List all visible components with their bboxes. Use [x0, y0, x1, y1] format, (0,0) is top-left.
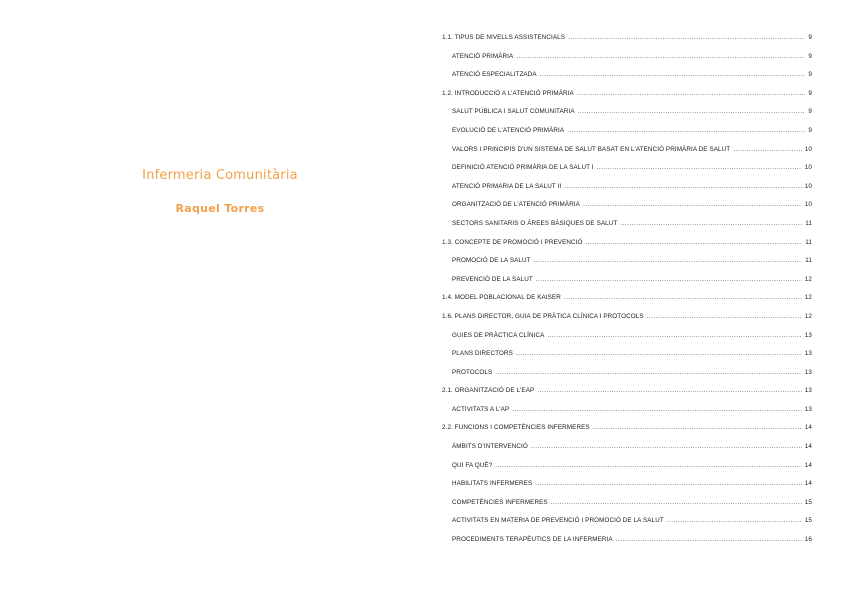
toc-entry-label: ACTIVITATS A L'AP: [452, 405, 510, 413]
toc-entry-page-number: 11: [805, 257, 812, 265]
toc-entry-page-number: 9: [808, 108, 812, 116]
toc-entry-page-number: 9: [808, 126, 812, 134]
toc-entry-label: ÀMBITS D'INTERVENCIÓ: [452, 443, 528, 451]
toc-entry-label: ATENCIÓ PRIMÀRIA: [452, 52, 514, 60]
table-of-contents: [442, 34, 812, 555]
toc-entry-label: ATENCIÓ PRIMARIA DE LA SALUT II: [452, 182, 562, 190]
toc-entry[interactable]: [442, 164, 812, 183]
toc-entry-label: PREVENCIÓ DE LA SALUT: [452, 275, 533, 283]
toc-dot-leader: [733, 146, 802, 153]
toc-entry-label: QUI FA QUÈ?: [452, 461, 493, 469]
toc-entry-page-number: 14: [804, 461, 812, 469]
toc-entry-page-number: 13: [804, 350, 812, 358]
toc-entry-label: PLANS DIRECTORS: [452, 350, 513, 358]
toc-entry[interactable]: [442, 406, 812, 425]
toc-dot-leader: [583, 201, 802, 208]
toc-entry[interactable]: [442, 257, 812, 276]
toc-entry-page-number: 15: [804, 498, 812, 506]
toc-entry[interactable]: [442, 443, 812, 462]
toc-entry[interactable]: [442, 239, 812, 258]
toc-entry[interactable]: [442, 90, 812, 109]
toc-dot-leader: [516, 350, 802, 357]
document-title: Infermeria Comunitària: [142, 168, 298, 183]
toc-entry-label: ACTIVITATS EN MATERIA DE PREVENCIÓ I PROMOCIÓ DE LA SALUT: [452, 517, 664, 525]
toc-entry[interactable]: [442, 34, 812, 53]
toc-entry[interactable]: [442, 53, 812, 72]
toc-entry-label: 1.3. CONCEPTE DE PROMOCIÓ I PREVENCIÓ: [442, 238, 583, 246]
toc-entry-page-number: 15: [804, 517, 812, 525]
toc-entry-label: 2.1. ORGANITZACIÓ DE L'EAP: [442, 387, 535, 395]
toc-entry-page-number: 10: [804, 145, 812, 153]
toc-dot-leader: [620, 220, 802, 227]
toc-entry[interactable]: [442, 424, 812, 443]
toc-entry-page-number: 12: [804, 275, 812, 283]
toc-entry-page-number: 11: [805, 238, 812, 246]
toc-entry-label: SALUT PÚBLICA I SALUT COMUNITARIA: [452, 108, 575, 116]
toc-entry[interactable]: [442, 146, 812, 165]
toc-entry[interactable]: [442, 294, 812, 313]
toc-dot-leader: [495, 369, 801, 376]
toc-entry-page-number: 13: [804, 368, 812, 376]
toc-entry-label: ORGANITZACIÓ DE L'ATENCIÓ PRIMÀRIA: [452, 201, 580, 209]
toc-entry-label: 1.2. INTRODUCCIÓ A L'ATENCIÓ PRIMÀRIA: [442, 89, 574, 97]
toc-entry-page-number: 9: [808, 89, 812, 97]
toc-dot-leader: [568, 34, 805, 41]
toc-entry-page-number: 13: [804, 405, 812, 413]
toc-entry-label: DEFINICIÓ ATENCIÓ PRIMÀRIA DE LA SALUT I: [452, 164, 594, 172]
toc-entry[interactable]: [442, 369, 812, 388]
toc-dot-leader: [667, 517, 802, 524]
toc-dot-leader: [578, 108, 806, 115]
toc-dot-leader: [616, 536, 802, 543]
toc-dot-leader: [564, 183, 802, 190]
toc-dot-leader: [531, 443, 802, 450]
toc-dot-leader: [593, 424, 802, 431]
toc-dot-leader: [495, 462, 801, 469]
toc-entry-page-number: 10: [804, 164, 812, 172]
toc-entry[interactable]: [442, 536, 812, 555]
toc-entry[interactable]: [442, 201, 812, 220]
toc-entry-label: 2.2. FUNCIONS I COMPETÈNCIES INFERMERES: [442, 424, 590, 432]
toc-entry-label: ATENCIÓ ESPECIALITZADA: [452, 71, 537, 79]
toc-entry[interactable]: [442, 108, 812, 127]
toc-dot-leader: [536, 276, 802, 283]
toc-entry-label: SECTORS SANITARIS O ÀREES BÀSIQUES DE SALUT: [452, 219, 618, 227]
toc-entry[interactable]: [442, 127, 812, 146]
toc-dot-leader: [540, 71, 806, 78]
toc-entry-page-number: 10: [804, 201, 812, 209]
toc-entry-label: 1.4. MODEL POBLACIONAL DE KAISER: [442, 294, 561, 302]
toc-entry[interactable]: [442, 387, 812, 406]
toc-entry[interactable]: [442, 313, 812, 332]
toc-entry-label: PROTOCOLS: [452, 368, 493, 376]
toc-dot-leader: [547, 332, 801, 339]
toc-entry-label: 1.6. PLANS DIRECTOR, GUIA DE PRÀTICA CLÍNICA I PROTOCOLS: [442, 312, 644, 320]
toc-entry-page-number: 14: [804, 480, 812, 488]
toc-dot-leader: [537, 387, 801, 394]
toc-entry-page-number: 11: [805, 219, 812, 227]
toc-dot-leader: [534, 257, 803, 264]
toc-entry-label: 1.1. TIPUS DE NIVELLS ASSISTENCIALS: [442, 34, 566, 41]
toc-dot-leader: [512, 406, 802, 413]
toc-entry-page-number: 10: [804, 182, 812, 190]
toc-dot-leader: [516, 53, 805, 60]
toc-dot-leader: [551, 499, 802, 506]
toc-dot-leader: [586, 239, 803, 246]
toc-entry[interactable]: [442, 480, 812, 499]
toc-entry-label: VALORS I PRINCIPIS D'UN SISTEMA DE SALUT BASAT EN L'ATENCIÓ PRIMÀRIA DE SALUT: [452, 145, 731, 153]
toc-entry-page-number: 12: [804, 294, 812, 302]
toc-entry-label: HABILITATS INFERMERES: [452, 480, 533, 488]
toc-entry-page-number: 13: [804, 387, 812, 395]
toc-dot-leader: [567, 127, 805, 134]
toc-entry[interactable]: [442, 350, 812, 369]
toc-entry-label: PROCEDIMENTS TERAPÈUTICS DE LA INFERMERIA: [452, 536, 613, 544]
toc-entry-page-number: 13: [804, 331, 812, 339]
toc-entry-label: PROMOCIÓ DE LA SALUT: [452, 257, 531, 265]
toc-dot-leader: [535, 480, 802, 487]
document-author: Raquel Torres: [175, 202, 265, 215]
toc-entry-page-number: 14: [804, 443, 812, 451]
toc-entry[interactable]: [442, 183, 812, 202]
toc-dot-leader: [597, 164, 802, 171]
toc-entry[interactable]: [442, 276, 812, 295]
toc-entry[interactable]: [442, 332, 812, 351]
toc-dot-leader: [564, 294, 802, 301]
toc-entry[interactable]: [442, 499, 812, 518]
toc-entry-page-number: 9: [808, 52, 812, 60]
toc-entry-page-number: 14: [804, 424, 812, 432]
toc-entry-label: COMPETÈNCIES INFERMERES: [452, 498, 548, 506]
toc-entry[interactable]: [442, 71, 812, 90]
toc-entry-page-number: 12: [804, 312, 812, 320]
toc-entry-label: GUIES DE PRÀCTICA CLÍNICA: [452, 331, 545, 339]
toc-dot-leader: [647, 313, 802, 320]
toc-entry-page-number: 16: [804, 536, 812, 544]
toc-entry[interactable]: [442, 517, 812, 536]
toc-dot-leader: [577, 90, 806, 97]
toc-entry-page-number: 9: [808, 34, 812, 41]
toc-entry-page-number: 9: [808, 71, 812, 79]
toc-entry[interactable]: [442, 462, 812, 481]
toc-entry-label: EVOLUCIÓ DE L'ATENCIÓ PRIMÀRIA: [452, 126, 565, 134]
toc-entry[interactable]: [442, 220, 812, 239]
